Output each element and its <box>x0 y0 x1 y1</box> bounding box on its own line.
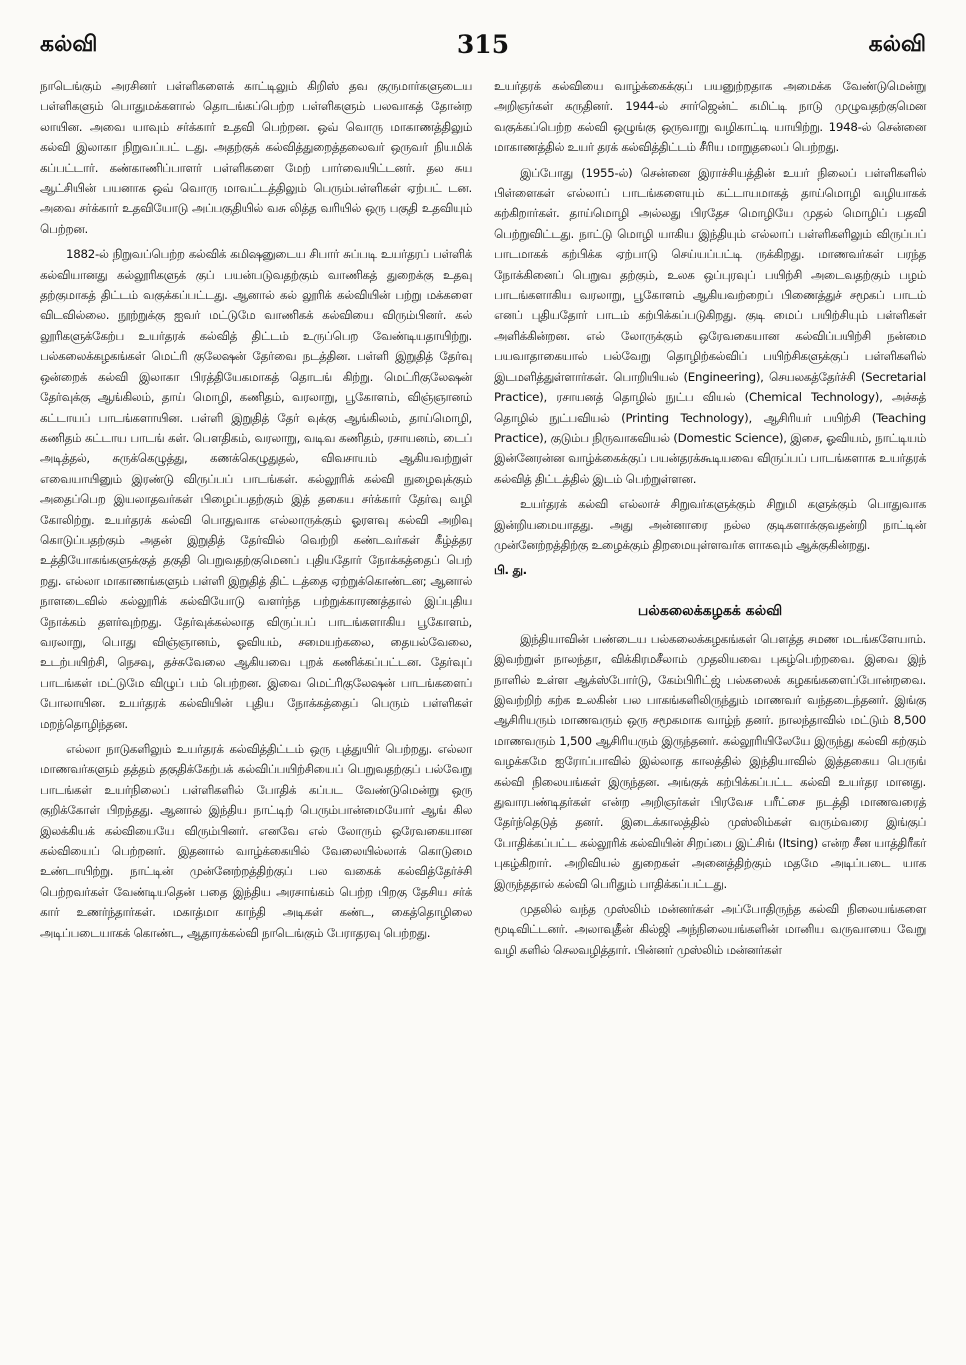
running-head-left: கல்வி <box>40 32 98 57</box>
section-heading: பல்கலைக்கழகக் கல்வி <box>637 602 783 619</box>
paragraph: நாடெங்கும் அரசினர் பள்ளிகளைக் காட்டிலும் கிறிஸ் தவ குருமார்களுடைய பள்ளிகளும் பொதுமக்களால் தொடங்கப்பெற்ற பள்ளிகளும் பலவாகத் தோன்ற லாயின. அவை யாவும் சர்க்கார் உதவி பெற்றன. ஒவ் வொரு மாகாணத்திலும் கல்வி இலாகா நிறுவப்பட் டது. அதற்குக் கல்வித்துறைத்தலைவர் ஒருவர் நியமிக் கப்பட்டார். கண்காணிப்பாளர் பள்ளிகளை மேற் பார்வையிட்டனர். தல சுய ஆட்சியின் பயனாக ஒவ் வொரு மாவட்டத்திலும் பெரும்பள்ளிகள் ஏற்பட் டன. அவை சர்க்கார் உதவியோடு அப்பகுதியில் வசு லித்த வரியில் ஒரு பகுதி உதவியும் பெற்றன. <box>40 79 472 236</box>
paragraph: எல்லா நாடுகளிலும் உயர்தரக் கல்வித்திட்டம் ஒரு புத்துயிர் பெற்றது. எல்லா மாணவர்களும் தத்தம் தகுதிக்கேற்பக் கல்விப்பயிற்சியைப் பெறுவதற்குப் பல்வேறு பாடங்கள் உயர்நிலைப் பள்ளிகளில் போதிக் கப்பட வேண்டுமென்று ஒரு குறிக்கோள் பிறந்தது. ஆனால் இந்திய நாட்டிற் பெரும்பான்மையோர் ஆங் கில இலக்கியக் கல்வியையே விரும்பினர். எனவே எல் லோரும் ஒரேவகையான கல்வியைப் பெற்றனர். இதனால் வாழ்க்கையில் வேலையில்லாக் கொடுமை உண்டாயிற்று. நாட்டின் முன்னேற்றத்திற்குப் பல வகைக் கல்வித்தேர்ச்சி பெற்றவர்கள் வேண்டியதென் பதை இந்திய அரசாங்கம் பெற்ற பிறகு தேசிய சர்க் கார் உணர்ந்தார்கள். மகாத்மா காந்தி அடிகள் கண்ட, கைத்தொழிலை அடிப்படையாகக் கொண்ட, ஆதாரக்கல்வி நாடெங்கும் பேராதரவு பெற்றது. <box>40 742 472 940</box>
paragraph: 1882-ல் நிறுவப்பெற்ற கல்விக் கமிஷனுடைய சிபார் சுப்படி உயர்தரப் பள்ளிக் கல்வியானது கல்லூரிகளுக் குப் பயன்படுவதற்கும் வாணிகத் துறைக்கு உதவு தற்குமாகத் திட்டம் வகுக்கப்பட்டது. ஆனால் கல் லூரிக் கல்வியின் பற்று மக்களை விடவில்லை. நூற்றுக்கு ஐவர் மட்டுமே வாணிகக் கல்வியை விரும்பினர். கல் லூரிகளுக்கேற்ப உயர்தரக் கல்வித் திட்டம் உருப்பெற வேண்டியதாயிற்று. பல்கலைக்கழகங்கள் மெட்ரி குலேஷன் தேர்வை நடத்தின. பள்ளி இறுதித் தேர்வு ஒன்றைக் கல்வி இலாகா பிரத்தியேகமாகத் தொடங் கிற்று. மெட்ரிகுலேஷன் தேர்வுக்கு ஆங்கிலம், தாய் மொழி, கணிதம், வரலாறு, பூகோளம், விஞ்ஞானம் கட்டாயப் பாடங்களாயின. பள்ளி இறுதித் தேர் வுக்கு ஆங்கிலம், தாய்மொழி, கணிதம் கட்டாய பாடங் கள். பௌதிகம், வரலாறு, வடிவ கணிதம், ரசாயனம், டைப் அடித்தல், சுருக்கெழுத்து, கணக்கெழுதுதல், விவசாயம் ஆகியவற்றுள் எவையாயினும் இரண்டு விருப்பப் பாடங்கள். கல்லூரிக் கல்வி நுழைவுக்கும் அதைப்பெற இயலாதவர்கள் பிழைப்பதற்கும் இத் தகைய சர்க்கார் தேர்வு வழி கோலிற்று. உயர்தரக் கல்வி பொதுவாக எல்லாருக்கும் ஓரளவு கல்வி அறிவு கொடுப்பதற்கும் அதன் இறுதித் தேர்வில் வெற்றி கண்டவர்கள் கீழ்த்தர உத்தியோகங்களுக்குத் தகுதி பெறுவதற்குமெனப் புதியதோர் நோக்கத்தைப் பெற் றது. எல்லா மாகாணங்களும் பள்ளி இறுதித் திட் டத்தை ஏற்றுக்கொண்டன; ஆனால் நாளடைவில் கல்லூரிக் கல்வியோடு வளர்ந்த பற்றுக்காரணத்தால் இப்புதிய நோக்கம் தளர்வுற்றது. தேர்வுக்கல்லாத விருப்பப் பாடங்களாகிய பூகோளம், வரலாறு, பொது விஞ்ஞானம், ஓவியம், சமையற்கலை, தையல்வேலை, உடற்பயிற்சி, நெசவு, தச்சுவேலை ஆகியவை புறக் கணிக்கப்பட்டன. தேர்வுப் பாடங்கள் மட்டுமே விழுப் பம் பெற்றன. இவை மெட்ரிகுலேஷன் பாடங்களைப் போலாயின. உயர்தரக் கல்வியின் புதிய நோக்கத்தைப் பெரும் பள்ளிகள் மறந்தொழிந்தன. <box>40 247 472 731</box>
left-column <box>40 76 472 965</box>
right-column <box>494 76 926 965</box>
text-columns <box>40 76 926 965</box>
paragraph: இந்தியாவின் பண்டைய பல்கலைக்கழகங்கள் பௌத்த சமண மடங்களேயாம். இவற்றுள் நாலந்தா, விக்கிரமசீலாம் முதலியவை புகழ்பெற்றவை. இவை இந் நாளில் உள்ள ஆக்ஸ்போர்டு, கேம்பிரிட்ஜ் பல்கலைக் கழகங்களைப்போன்றவை. இவற்றிற் கற்க உலகின் பல பாகங்களிலிருந்தும் மாணவர் வந்தடைந்தனர். இங்கு ஆசிரியரும் மாணவரும் ஒரு சமூகமாக வாழ்ந் தனர். நாலந்தாவில் மட்டும் 8,500 மாணவரும் 1,500 ஆசிரியரும் இருந்தனர். கல்லூரியிலேயே இருந்து கல்வி கற்கும் வழக்கமே ஐரோப்பாவில் இல்லாத காலத்தில் இந்தியாவில் இத்தகைய பெருங் கல்வி நிலையங்கள் இருந்தன. அங்குக் கற்பிக்கப்பட்ட கல்வி உயர்தர மானது. துவாரபண்டிதர்கள் என்ற அறிஞர்கள் பிரவேச பரீட்சை நடத்தி மாணவரைத் தேர்ந்தெடுத் தனர். இடைக்காலத்தில் முஸ்லிம்கள் வரும்வரை இங்குப் போதிக்கப்பட்ட கல்லூரிக் கல்வியின் சிறப்பை இட்சிங் (Itsing) என்ற சீன யாத்திரீகர் புகழ்கிறார். அறிவியல் துறைகள் அனைத்திற்கும் மதமே அடிப்படை யாக இருந்ததால் கல்வி பெரிதும் பாதிக்கப்பட்டது. <box>494 631 926 891</box>
paragraph: உயர்தரக் கல்வி எல்லாச் சிறுவர்களுக்கும் சிறுமி களுக்கும் பொதுவாக இன்றியமையாதது. அது அன்னாரை நல்ல குடிகளாக்குவதன்றி நாட்டின் முன்னேற்றத்திற்கு உழைக்கும் திறமையுள்ளவர்க ளாகவும் ஆக்குகின்றது. <box>494 497 926 552</box>
page-number: 315 <box>456 30 510 59</box>
running-head-right: கல்வி <box>868 32 926 57</box>
paragraph: முதலில் வந்த முஸ்லிம் மன்னர்கள் அப்போதிருந்த கல்வி நிலையங்களை மூடிவிட்டனர். அலாவுதீன் கில்ஜி அந்நிலையங்களின் மானிய வருவாயை வேறு வழி களில் செலவழித்தார். பின்னர் முஸ்லிம் மன்னர்கள் <box>494 902 926 957</box>
paragraph: இப்போது (1955-ல்) சென்னை இராச்சியத்தின் உயர் நிலைப் பள்ளிகளில் பிள்ளைகள் எல்லாப் பாடங்களையும் கட்டாயமாகத் தாய்மொழி வழியாகக் கற்கிறார்கள். தாய்மொழி அல்லது பிரதேச மொழியே முதல் மொழிப் பதவி பெற்றுவிட்டது. நாட்டு மொழி யாகிய இந்தியும் எல்லாப் பள்ளிகளிலும் விருப்பப் பாடமாகக் கற்பிக்க ஏற்பாடு செய்யப்பட்டி ருக்கிறது. மாணவர்கள் பரந்த நோக்கினைப் பெறுவ தற்கும், உலக ஒப்புரவுப் பயிற்சி அடைவதற்கும் பழம் பாடங்களாகிய வரலாறு, பூகோளம் ஆகியவற்றைப் பிணைத்துச் சமூகப் பாடம் எனப் புதியதோர் பாடம் கற்பிக்கப்படுகிறது. குடி மைப் பயிற்சியும் பள்ளிகள் அளிக்கின்றன. எல் லோருக்கும் ஒரேவகையான கல்விப்பயிற்சி நன்மை பயவாதாகையால் பல்வேறு தொழிற்கல்விப் பயிற்சிகளுக்குப் பள்ளிகளில் இடமளித்துள்ளார்கள். பொறியியல் (Engineering), செயலகத்தேர்ச்சி (Secretarial Practice), ரசாயனத் தொழில் நுட்ப வியல் (Chemical Technology), அச்சுத் தொழில் நுட்பவியல் (Printing Technology), ஆசிரியர் பயிற்சி (Teaching Practice), குடும்ப நிருவாகவியல் (Domestic Science), இசை, ஓவியம், நாட்டியம் இன்னேரன்ன வாழ்க்கைக்குப் பயன்தரக்கூடியவை விருப்பப் பாடங்களாக உயர்தரக் கல்வித் திட்டத்தில் இடம் பெற்றுள்ளன. <box>494 165 926 486</box>
paragraph: உயர்தரக் கல்வியை வாழ்க்கைக்குப் பயனுற்றதாக அமைக்க வேண்டுமென்று அறிஞர்கள் கருதினர். 1944-ல் சார்ஜென்ட் கமிட்டி நாடு முழுவதற்குமென வகுக்கப்பெற்ற கல்வி ஒழுங்கு ஒருவாறு வழிகாட்டி யாயிற்று. 1948-ல் சென்னை மாகாணத்தில் உயர் தரக் கல்வித்திட்டம் சீரிய மாறுதலைப் பெற்றது. <box>494 79 926 155</box>
page-header <box>40 30 926 76</box>
author-signature: பி. து. <box>494 563 527 578</box>
